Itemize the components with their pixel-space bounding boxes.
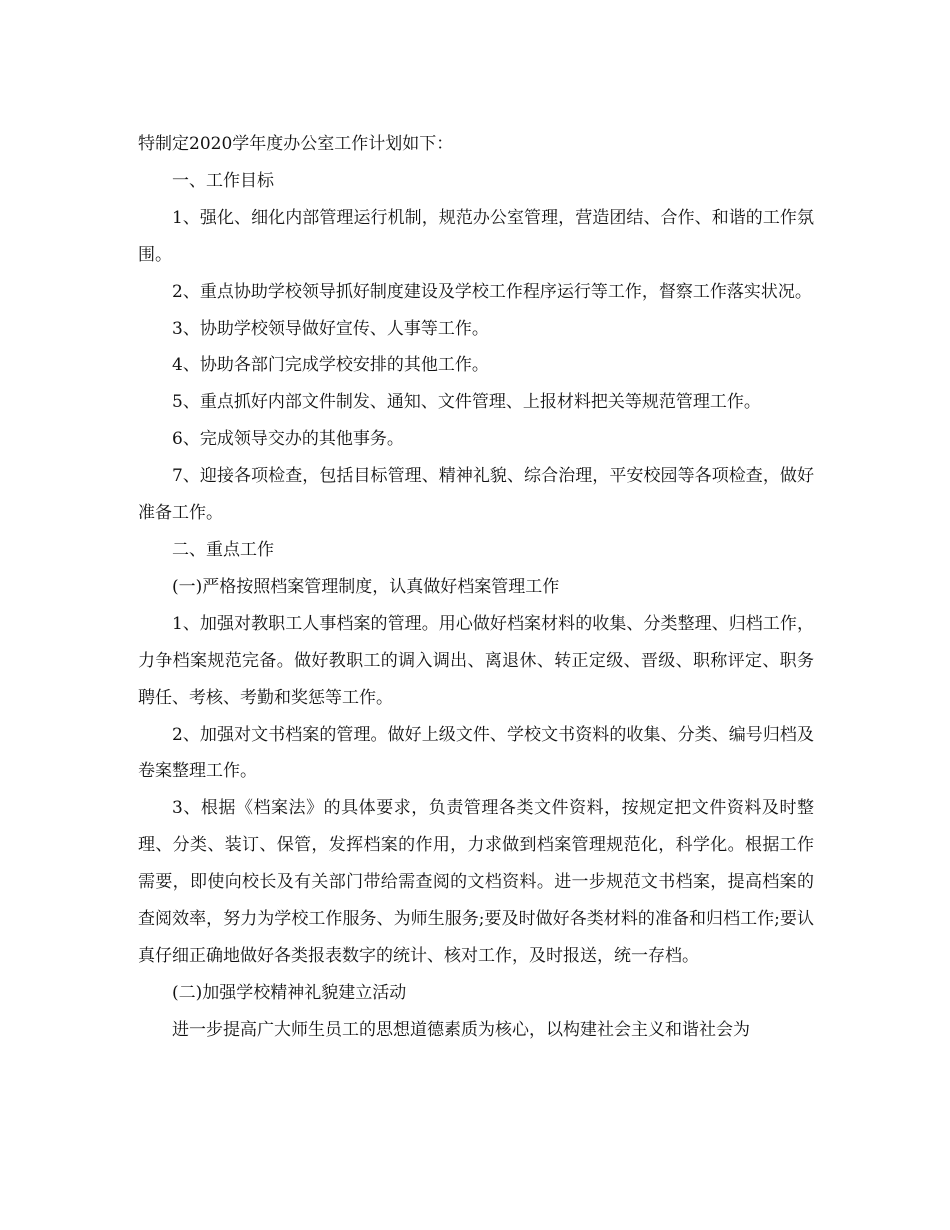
goal-item-7: 7、迎接各项检查，包括目标管理、精神礼貌、综合治理，平安校园等各项检查，做好准备工作。 [138, 466, 814, 524]
goal-item-5: 5、重点抓好内部文件制发、通知、文件管理、上报材料把关等规范管理工作。 [172, 392, 761, 413]
goal-item-6: 6、完成领导交办的其他事务。 [172, 429, 404, 450]
goal-item-4: 4、协助各部门完成学校安排的其他工作。 [172, 355, 489, 376]
section-heading-key-work: 二、重点工作 [172, 539, 274, 560]
goal-item-1: 1、强化、细化内部管理运行机制，规范办公室管理，营造团结、合作、和谐的工作氛围。 [138, 207, 814, 265]
subsection-heading-archives: (一)严格按照档案管理制度，认真做好档案管理工作 [172, 576, 560, 597]
archive-item-1: 1、加强对教职工人事档案的管理。用心做好档案材料的收集、分类整理、归档工作，力争档案规范完备。做好教职工的调入调出、离退休、转正定级、晋级、职称评定、职务聘任、考核、考勤和奖惩等工作。 [138, 613, 814, 708]
subsection-heading-civility: (二)加强学校精神礼貌建立活动 [172, 982, 407, 1003]
archive-item-3: 3、根据《档案法》的具体要求，负责管理各类文件资料，按规定把文件资料及时整理、分类、装订、保管，发挥档案的作用，力求做到档案管理规范化，科学化。根据工作需要，即使向校长及有关部门带给需查阅的文档资料。进一步规范文书档案，提高档案的查阅效率，努力为学校工作服务、为师生服务;要及时做好各类材料的准备和归档工作;要认真仔细正确地做好各类报表数字的统计、核对工作，及时报送，统一存档。 [138, 798, 814, 966]
archive-item-2: 2、加强对文书档案的管理。做好上级文件、学校文书资料的收集、分类、编号归档及卷案整理工作。 [138, 724, 814, 782]
goal-item-3: 3、协助学校领导做好宣传、人事等工作。 [172, 318, 489, 339]
goal-item-2: 2、重点协助学校领导抓好制度建设及学校工作程序运行等工作，督察工作落实状况。 [172, 281, 812, 302]
civility-paragraph: 进一步提高广大师生员工的思想道德素质为核心，以构建社会主义和谐社会为 [172, 1019, 750, 1040]
intro-paragraph: 特制定2020学年度办公室工作计划如下： [138, 134, 454, 154]
section-heading-goals: 一、工作目标 [172, 170, 274, 191]
document-body [138, 126, 814, 1049]
